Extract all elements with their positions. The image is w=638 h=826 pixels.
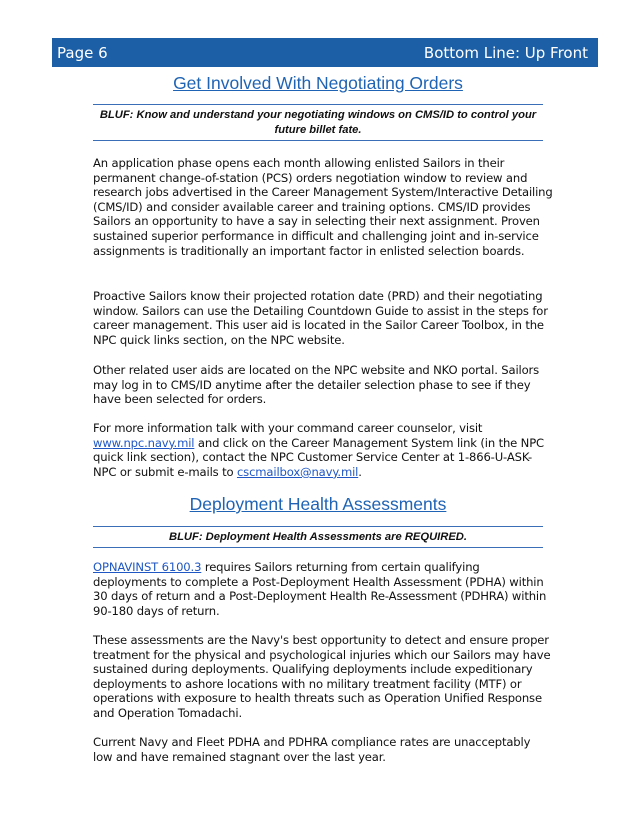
bluf-deployment-health: BLUF: Deployment Health Assessments are REQUIRED.: [169, 531, 467, 543]
paragraph: Current Navy and Fleet PDHA and PDHRA compliance rates are unacceptably low and have remained stagnant over the last year.: [93, 735, 531, 764]
paragraph-contact-info: [93, 421, 553, 479]
email-link[interactable]: cscmailbox@navy.mil: [236, 464, 359, 479]
paragraph: An application phase opens each month allowing enlisted Sailors in their permanent change-of-station (PCS) orders negotiation window to review and research jobs advertised in the Career Management System/Interactive Detailing (CMS/ID) and consider available career and training options. CMS/ID provides Sailors an opportunity to have a say in selecting their next assignment. Proven sustained superior performance in difficult and challenging joint and in-service assignments is traditionally an important factor in enlisted selection boards.: [93, 156, 553, 258]
paragraph: Other related user aids are located on the NPC website and NKO portal. Sailors may log in to CMS/ID anytime after the detailer selection phase to see if they have been selected for orders.: [93, 363, 540, 407]
paragraph: These assessments are the Navy's best opportunity to detect and ensure proper treatment for the physical and psychological injuries which our Sailors may have sustained during deployments. Qualifying deployments include expeditionary deployments to ashore locations with no military treatment facility (MTF) or operations with exposure to health threats such as Operation Unified Response and Operation Tomadachi.: [93, 633, 551, 720]
article-title-negotiating-orders: Get Involved With Negotiating Orders: [173, 73, 463, 93]
text: and click on the Career Management System link (in the NPC quick link section), contact the NPC Customer Service Center at 1-866-U-ASK-NPC or submit e-mails to: [93, 435, 544, 479]
npc-website-link[interactable]: www.npc.navy.mil: [93, 435, 195, 450]
page-number: Page 6: [57, 43, 108, 62]
text: For more information talk with your command career counselor, visit: [93, 421, 483, 435]
divider: [93, 104, 543, 105]
bluf-negotiating-orders: BLUF: Know and understand your negotiating windows on CMS/ID to control your future billet fate.: [99, 109, 537, 136]
article-title-deployment-health: Deployment Health Assessments: [189, 494, 447, 514]
paragraph: Proactive Sailors know their projected rotation date (PRD) and their negotiating window. Sailors can use the Detailing Countdown Guide to assist in the steps for career management. This user aid is located in the Sailor Career Toolbox, in the NPC quick links section, on the NPC website.: [93, 289, 548, 347]
header-bar: [52, 38, 598, 67]
newsletter-section-label: Bottom Line: Up Front: [423, 43, 588, 62]
text: requires Sailors returning from certain qualifying deployments to complete a Post-Deployment Health Assessment (PDHA) within 30 days of return and a Post-Deployment Health Re-Assessment (PDHRA) within 90-180 days of return.: [93, 560, 547, 618]
divider: [93, 526, 543, 527]
divider: [93, 547, 543, 548]
text: .: [358, 464, 362, 479]
divider: [93, 140, 543, 141]
opnavinst-link[interactable]: OPNAVINST 6100.3: [93, 560, 202, 574]
paragraph: [93, 560, 553, 618]
